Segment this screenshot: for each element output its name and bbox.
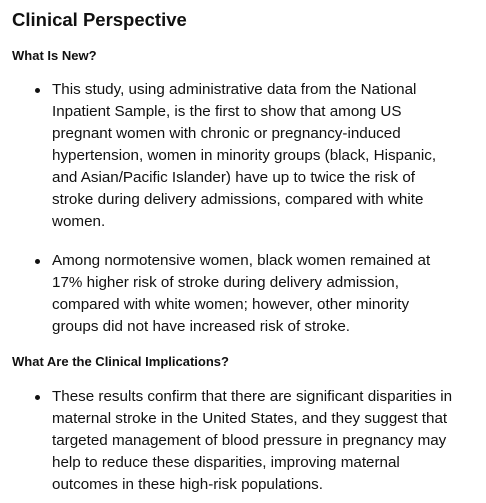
text-line: targeted management of blood pressure in pregnancy may	[52, 432, 447, 449]
text-line: and Asian/Pacific Islander) have up to twice the risk of	[52, 169, 416, 186]
bullet-text	[52, 386, 484, 496]
text-line: Among normotensive women, black women remained at	[52, 252, 431, 269]
text-line: maternal stroke in the United States, and they suggest that	[52, 410, 448, 427]
text-line: compared with white women; however, other minority	[52, 296, 410, 313]
section-heading-what-is-new: What Is New?	[12, 48, 97, 63]
text-line: stroke during delivery admissions, compared with white	[52, 191, 424, 208]
page-title: Clinical Perspective	[12, 9, 187, 30]
text-line: help to reduce these disparities, improving maternal	[52, 454, 400, 471]
text-line: groups did not have increased risk of stroke.	[52, 318, 351, 335]
bullet-icon	[35, 259, 40, 264]
text-line: 17% higher risk of stroke during delivery admission,	[52, 274, 399, 291]
text-line: hypertension, women in minority groups (black, Hispanic,	[52, 147, 437, 164]
bullet-icon	[35, 88, 40, 93]
bullet-text	[52, 79, 484, 233]
text-line: women.	[52, 213, 106, 230]
text-line: These results confirm that there are significant disparities in	[52, 388, 453, 405]
bullet-icon	[35, 395, 40, 400]
text-line: This study, using administrative data from the National	[52, 81, 417, 98]
text-line: pregnant women with chronic or pregnancy-induced	[52, 125, 401, 142]
bullet-text	[52, 250, 484, 338]
text-line: Inpatient Sample, is the first to show that among US	[52, 103, 402, 120]
text-line: outcomes in these high-risk populations.	[52, 476, 323, 493]
section-heading-clinical-implications: What Are the Clinical Implications?	[12, 354, 229, 369]
